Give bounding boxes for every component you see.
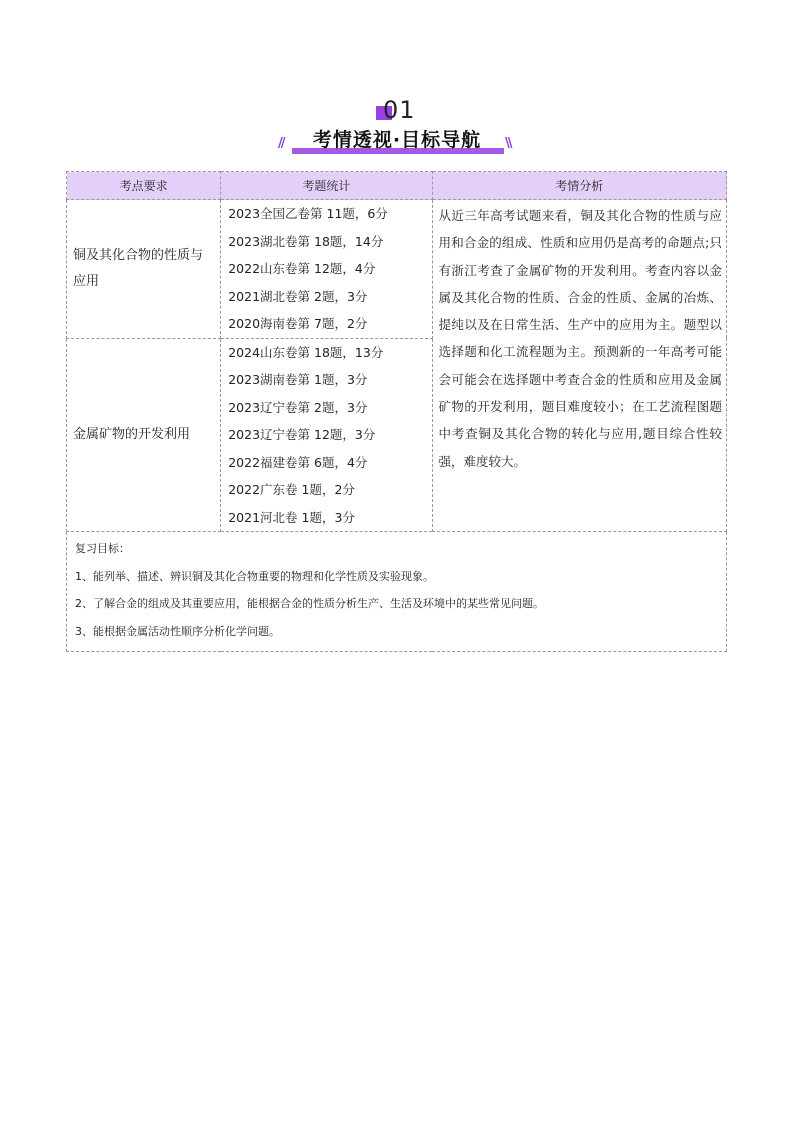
section-number-badge bbox=[376, 96, 416, 126]
decor-slash-left: // bbox=[278, 136, 284, 151]
stat-item: 2023全国乙卷第 11题，6分 bbox=[228, 206, 388, 221]
decor-slash-right: \\ bbox=[505, 136, 511, 151]
analysis-cell: 从近三年高考试题来看，铜及其化合物的性质与应用和合金的组成、性质和应用仍是高考的命题点;只有浙江考查了金属矿物的开发利用。考查内容以金属及其化合物的性质、合金的性质、金属的冶炼、提纯以及在日常生活、生产中的应用为主。题型以选择题和化工流程题为主。预测新的一年高考可能会可能会在选择题中考查合金的性质和应用及金属矿物的开发利用，题目难度较小；在工艺流程图题中考查铜及其化合物的转化与应用,题目综合性较强，难度较大。 bbox=[432, 200, 726, 532]
stat-item: 2023辽宁卷第 2题，3分 bbox=[228, 399, 368, 415]
goals-row bbox=[67, 532, 727, 652]
section-number: 01 bbox=[383, 96, 416, 124]
stat-item: 2022山东卷第 12题，4分 bbox=[228, 261, 376, 276]
topic-cell: 金属矿物的开发利用 bbox=[67, 338, 221, 532]
column-header-stats: 考题统计 bbox=[221, 172, 432, 200]
goals-heading: 复习目标： bbox=[75, 542, 130, 555]
stat-item: 2021湖北卷第 2题，3分 bbox=[228, 288, 368, 304]
goal-item: 3、能根据金属活动性顺序分析化学问题。 bbox=[75, 624, 280, 638]
section-header bbox=[0, 92, 794, 162]
goal-item: 2、了解合金的组成及其重要应用，能根据合金的性质分析生产、生活及环境中的某些常见问题。 bbox=[75, 597, 544, 610]
table-row bbox=[67, 200, 727, 339]
stats-cell bbox=[221, 200, 432, 339]
stat-item: 2020海南卷第 7题，2分 bbox=[228, 316, 368, 331]
stats-cell bbox=[221, 338, 432, 532]
stat-item: 2023湖北卷第 18题，14分 bbox=[228, 233, 384, 249]
topic-cell: 铜及其化合物的性质与应用 bbox=[67, 200, 221, 339]
exam-analysis-table bbox=[66, 171, 727, 652]
section-title: 考情透视·目标导航 bbox=[312, 129, 482, 151]
stat-item: 2023辽宁卷第 12题，3分 bbox=[228, 427, 376, 442]
review-goals-cell bbox=[67, 532, 727, 652]
stat-item: 2023湖南卷第 1题，3分 bbox=[228, 372, 368, 387]
stat-item: 2024山东卷第 18题，13分 bbox=[228, 344, 384, 360]
column-header-topic: 考点要求 bbox=[67, 172, 221, 200]
stat-item: 2021河北卷 1题，3分 bbox=[228, 509, 355, 525]
goal-item: 1、能列举、描述、辨识铜及其化合物重要的物理和化学性质及实验现象。 bbox=[75, 569, 434, 583]
stat-item: 2022广东卷 1题，2分 bbox=[228, 482, 355, 497]
column-header-analysis: 考情分析 bbox=[432, 172, 726, 200]
stat-item: 2022福建卷第 6题，4分 bbox=[228, 454, 368, 470]
table-header-row bbox=[67, 172, 727, 200]
